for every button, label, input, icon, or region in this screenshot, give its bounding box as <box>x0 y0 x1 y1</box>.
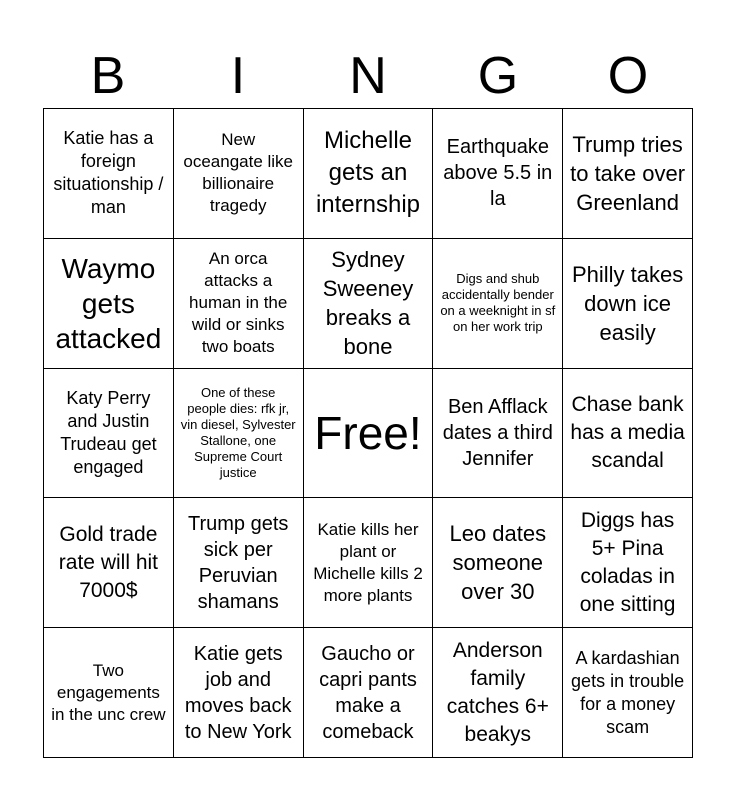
bingo-cell-text: Sydney Sweeney breaks a bone <box>322 247 414 360</box>
bingo-cell <box>174 628 304 758</box>
bingo-free-cell <box>304 369 434 499</box>
bingo-cell <box>433 628 563 758</box>
bingo-cell-text: Leo dates someone over 30 <box>449 521 547 605</box>
bingo-cell-text: Philly takes down ice easily <box>571 261 684 345</box>
bingo-cell-text: Chase bank has a media scandal <box>570 392 685 472</box>
bingo-cell-text: Trump tries to take over Greenland <box>570 131 686 215</box>
bingo-cell-text: Anderson family catches 6+ beakys <box>446 638 549 746</box>
bingo-cell-text: Diggs has 5+ Pina coladas in one sitting <box>579 508 676 616</box>
bingo-cell <box>563 239 693 369</box>
bingo-cell <box>433 498 563 628</box>
bingo-cell-text: One of these people dies: rfk jr, vin diesel, Sylvester Stallone, one Supreme Court justice <box>180 384 296 480</box>
free-space-text: Free! <box>314 406 422 459</box>
bingo-cell <box>304 628 434 758</box>
bingo-cell <box>304 498 434 628</box>
bingo-cell-text: Digs and shub accidentally bender on a weeknight in sf on her work trip <box>440 271 556 335</box>
bingo-cell-text: New oceangate like billionaire tragedy <box>183 130 294 216</box>
header-letter-i: I <box>230 47 246 105</box>
bingo-cell-text: Trump gets sick per Peruvian shamans <box>187 512 289 613</box>
bingo-cell <box>44 628 174 758</box>
bingo-cell <box>174 369 304 499</box>
bingo-cell-text: Michelle gets an internship <box>315 127 421 219</box>
bingo-cell-text: Earthquake above 5.5 in la <box>443 136 553 211</box>
bingo-cell <box>304 109 434 239</box>
bingo-header <box>43 44 693 108</box>
bingo-cell <box>563 369 693 499</box>
bingo-cell-text: Katy Perry and Justin Trudeau get engaged <box>60 387 157 477</box>
bingo-cell <box>563 498 693 628</box>
bingo-cell <box>44 109 174 239</box>
bingo-grid <box>43 108 693 758</box>
bingo-cell-text: A kardashian gets in trouble for a money scam <box>571 647 685 737</box>
bingo-cell-text: Katie gets job and moves back to New York <box>184 642 292 743</box>
bingo-cell-text: Katie has a foreign situationship / man <box>53 128 164 218</box>
bingo-cell <box>433 239 563 369</box>
bingo-cell <box>174 498 304 628</box>
bingo-cell <box>44 239 174 369</box>
bingo-cell-text: Katie kills her plant or Michelle kills 2 more plants <box>313 519 423 605</box>
bingo-cell <box>563 628 693 758</box>
header-letter-b: B <box>90 47 126 105</box>
bingo-cell <box>174 109 304 239</box>
bingo-cell-text: Waymo gets attacked <box>55 252 162 354</box>
bingo-cell <box>174 239 304 369</box>
bingo-cell <box>433 109 563 239</box>
header-letter-n: N <box>349 47 387 105</box>
bingo-cell-text: Gaucho or capri pants make a comeback <box>319 642 417 743</box>
header-letter-o: O <box>607 47 649 105</box>
bingo-cell <box>304 239 434 369</box>
bingo-cell <box>44 498 174 628</box>
bingo-cell-text: Two engagements in the unc crew <box>51 660 166 724</box>
bingo-cell <box>433 369 563 499</box>
bingo-cell <box>563 109 693 239</box>
header-letter-g: G <box>477 47 519 105</box>
bingo-cell-text: Ben Afflack dates a third Jennifer <box>442 395 553 470</box>
bingo-cell-text: Gold trade rate will hit 7000$ <box>58 522 158 602</box>
bingo-cell <box>44 369 174 499</box>
bingo-cell-text: An orca attacks a human in the wild or sinks two boats <box>189 249 288 357</box>
